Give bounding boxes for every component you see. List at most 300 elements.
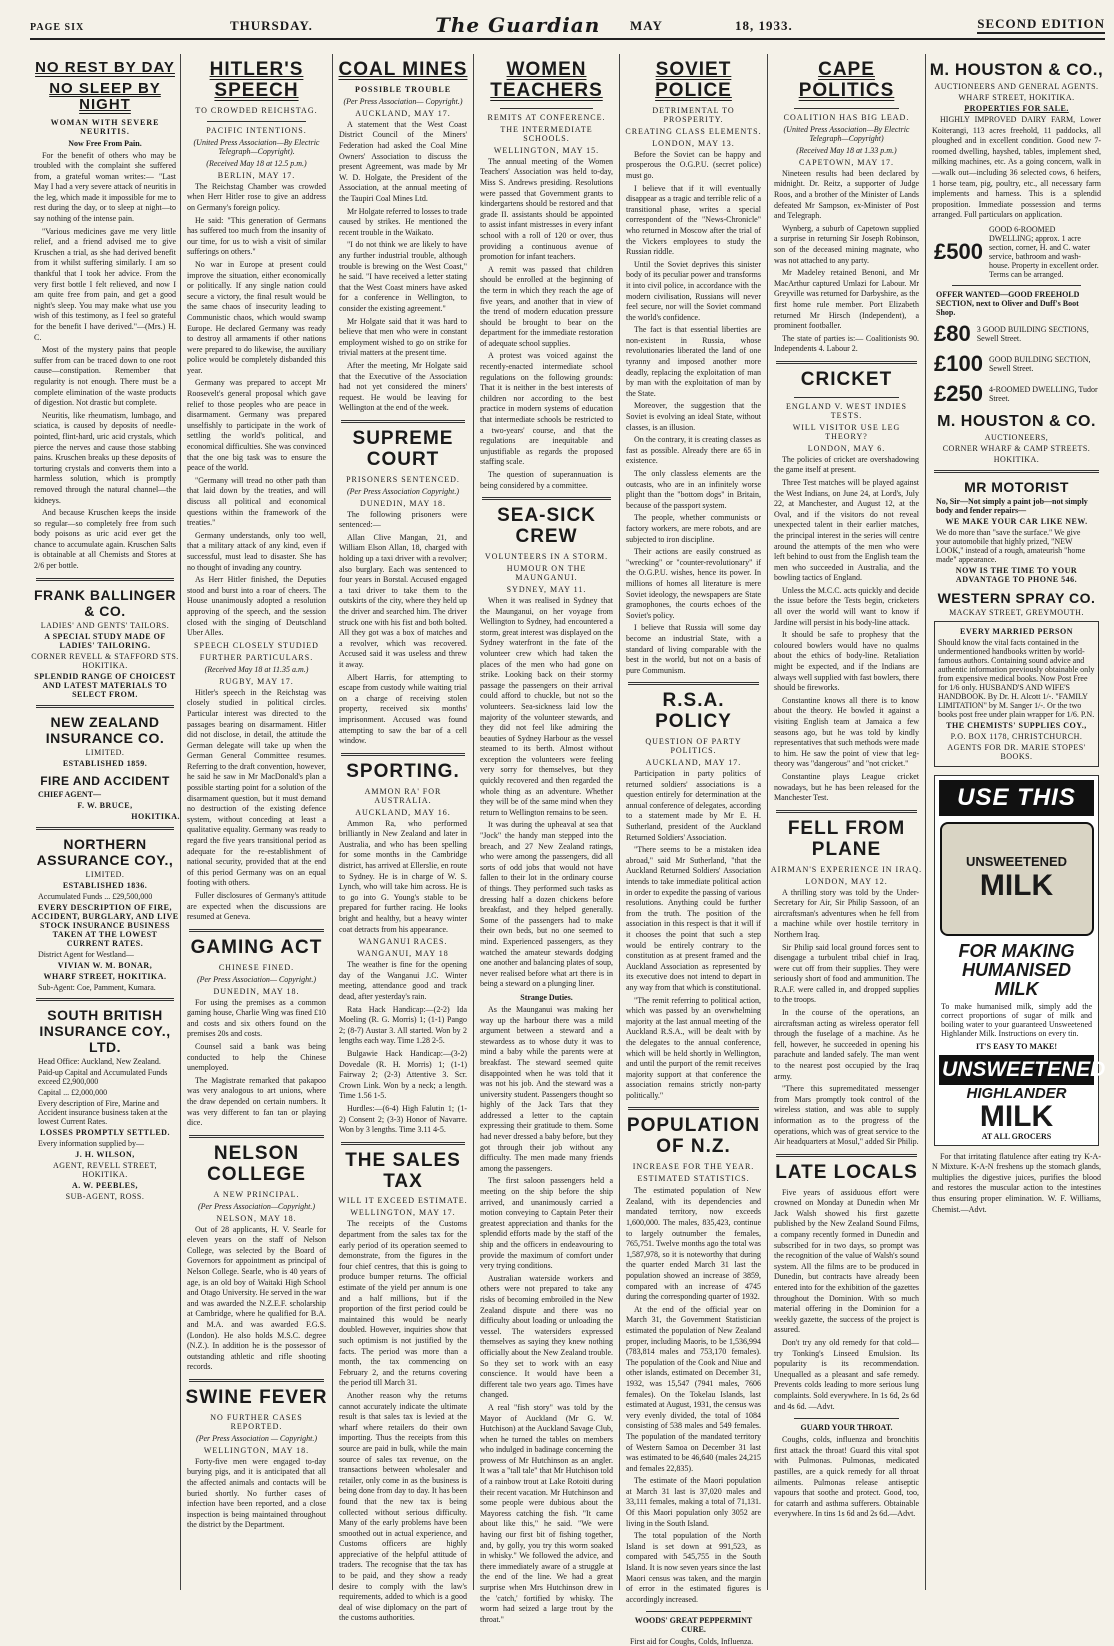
- dateline: LONDON, MAY 13.: [652, 138, 735, 148]
- subheadline: WANGANUI RACES.: [358, 937, 448, 947]
- article-body: [187, 1225, 326, 1373]
- dateline: WANGANUI, MAY 18: [357, 949, 449, 959]
- paragraph: Unless the M.C.C. acts quickly and decide the issue before the Tests begin, cricketers all over the world will want to know if Jardine will persist in his body-line attack.: [774, 585, 919, 627]
- ad-line: Head Office: Auckland, New Zealand.: [38, 1056, 161, 1066]
- column-4: [476, 54, 617, 1624]
- price-listing: [934, 321, 1099, 347]
- paragraph: Before the Soviet can be happy and prosperous the O.G.P.U. (secret police) must go.: [626, 149, 761, 180]
- subheadline: TO CROWDED REICHSTAG.: [195, 105, 318, 115]
- ad-line: HOKITIKA.: [131, 811, 180, 821]
- paragraph: The annual meeting of the Women Teachers' Association was held to-day, Miss S. Andrews presiding. Resolutions were passed that Government grants to kindergartens should be restored and that grade II. assistants should be appointed to assist infant mistresses in every infant school with a roll of 120 or over, thus providing a continuous avenue of promotion for infant teachers.: [480, 156, 613, 262]
- ad-line: WE MAKE YOUR CAR LIKE NEW.: [945, 516, 1088, 526]
- ad-line: LIMITED.: [85, 747, 125, 757]
- price-description: GOOD 6-ROOMED DWELLING; approx. 1 acre section, corner, H. and C. water service, bathroom and wash-house. Property in excellent order. Terms can be arranged.: [988, 224, 1099, 279]
- headline-coal-mines: COAL MINES: [338, 59, 468, 80]
- article-body: [626, 1186, 761, 1605]
- article-body: [480, 157, 613, 491]
- masthead-month: MAY: [630, 18, 663, 33]
- ad-line: ESTABLISHED 1859.: [62, 758, 148, 768]
- headline-sea-sick-crew: SEA-SICK CREW: [497, 505, 596, 548]
- ad-line: CORNER REVELL & STAFFORD STS. HOKITIKA.: [31, 651, 179, 670]
- divider: [776, 810, 917, 813]
- price: £250: [934, 380, 983, 406]
- paragraph: No war in Europe at present could improve the situation, either economically or politically. If any single nation could secure a victory, the final result would be the same chaos of insecurity leading to Communistic chaos, which would swamp Europe. He declared Germany was ready to destroy all armaments if other nations were prepared to do likewise, the auxiliary police would be completely disbanded this year.: [187, 259, 326, 375]
- divider: [36, 705, 174, 708]
- price: £500: [934, 238, 983, 264]
- headline-no-sleep: NO SLEEP BY NIGHT: [49, 79, 161, 113]
- ad-line: A. W. PEEBLES,: [72, 1180, 138, 1190]
- article-body: [339, 960, 467, 1136]
- article-body: [339, 819, 467, 936]
- dateline: SYDNEY, MAY 11.: [506, 584, 587, 594]
- column-6: [770, 54, 923, 1590]
- price: £100: [934, 350, 983, 376]
- paragraph: Albert Harris, for attempting to escape from custody while waiting trial on a charge of receiving stolen property, received six months' imprisonment. Accused was found attempting to saw the bar of a cell window.: [339, 672, 467, 746]
- paragraph: Ammon Ra, who performed brilliantly in New Zealand and later in Australia, and who has been spelling for some months in the Cambridge district, has arrived at Ellerslie, en route to Sydney. He is in charge of W. S. Lynch, who will take him across. He is to go into G. Young's stable to be prepared for further racing. He looks bright and healthy, but a heavy winter coat detracts from his appearance.: [339, 818, 467, 934]
- dateline: WELLINGTON, MAY 15.: [493, 145, 600, 155]
- ad-line: FIRE AND ACCIDENT: [40, 773, 170, 788]
- married-person-ad: [934, 621, 1099, 767]
- dateline: WELLINGTON, MAY 17.: [350, 1208, 456, 1218]
- paragraph: Another reason why the returns cannot accurately indicate the ultimate result is that sales tax is levied at the wharf where retailers do their own importing. Thus the receipts from this source are paid in bulk, while the main source of sales tax revenue, on the transactions between wholesaler and retailer, only come in as the business is being done from day to day. It has been found that the new tax is being collected without serious difficulty. Many of the early problems have been smoothed out in actual experience, and Customs officers are highly appreciative of the helpful attitude of traders. The recognise that the tax has to be paid, and they show a ready desire to comply with the law's requirements, added to which is a good deal of wise diplomacy on the part of the customs authorities.: [339, 1390, 467, 1623]
- subheadline: AMMON RA' FOR AUSTRALIA.: [364, 786, 442, 805]
- ad-line: HIGHLANDER: [966, 1084, 1067, 1102]
- subheadline: CHINESE FINED.: [218, 962, 295, 972]
- subheadline: WILL IT EXCEED ESTIMATE.: [338, 1196, 468, 1206]
- paragraph: Fuller disclosures of Germany's attitude are expected when the discussions are resumed at Geneva.: [187, 891, 326, 922]
- paragraph: Most of the mystery pains that people suffer from can be traced down to one root cause—constipation. Remember that regularity is not enough. There must be a complete elimination of the waste products of digestion. Not drastic but complete.: [34, 345, 176, 408]
- divider: [36, 998, 174, 1001]
- article-body: [480, 1005, 613, 1625]
- paragraph: Participation in party politics of returned soldiers' associations is a question entirely for determination at the annual conference of delegates, according to a statement made by Mr E. H. Sutherland, president of the Auckland Returned Soldiers' Association.: [626, 769, 761, 842]
- dateline: AUCKLAND, MAY 17.: [355, 108, 451, 118]
- article-body: [480, 596, 613, 990]
- ad-line: EVERY DESCRIPTION OF FIRE, ACCIDENT, BURGLARY, AND LIVE STOCK INSURANCE BUSINESS TAKEN AT THE LOWEST CURRENT RATES.: [31, 902, 179, 948]
- byline: (United Press Association—By Electric Telegraph—Copyright).: [193, 137, 320, 156]
- paragraph: Germany understands, only too well, that a military attack of any kind, even if successful, must lead to disaster. She has no thought of invading any country.: [187, 530, 326, 572]
- dateline: LONDON, MAY 6.: [807, 443, 886, 453]
- article-body: [339, 1219, 467, 1624]
- paragraph: Counsel said a bank was being conducted to help the Chinese unemployed.: [187, 1042, 326, 1073]
- paragraph: Until the Soviet deprives this sinister body of its peculiar power and transforms it into civil police, in accordance with the modern civilisation, Russians will never feel secure, nor will the Soviet command the world's confidence.: [626, 259, 761, 322]
- ad-line: Every description of Fire, Marine and Accident insurance business taken at the lowest Current Rates.: [38, 1098, 168, 1126]
- ad-line: UNSWEETENED: [939, 1055, 1094, 1085]
- subheadline: REMITS AT CONFERENCE.: [487, 112, 606, 122]
- ad-line: LIMITED.: [85, 869, 125, 879]
- paragraph: A remit was passed that children should be enrolled at the beginning of the term in which they reach the age of five years, and another that in view of the trend of modern education pressure should be brought to bear on the department for the immediate restoration of adequate school supplies.: [480, 264, 613, 348]
- divider: [500, 108, 593, 109]
- paragraph: Forty-five men were engaged to-day burying pigs, and it is anticipated that all the affected animals and contacts will be buried shortly. No further cases of infection have been reported, and a close inspection is being maintained throughout the district by the Department.: [187, 1456, 326, 1530]
- ad-line: We do more than "save the surface." We give your automobile that highly prized, "NEW LOOK," instead of a rough, amateurish "home made" appearance.: [936, 527, 1086, 564]
- ad-body: [932, 115, 1101, 221]
- price-listing: [934, 381, 1099, 407]
- newspaper-title: The Guardian: [435, 13, 601, 37]
- ad-line: J. H. WILSON,: [75, 1149, 135, 1159]
- subheadline: WOMAN WITH SEVERE NEURITIS.: [50, 117, 160, 136]
- dateline: DUNEDIN, MAY 18.: [359, 498, 447, 508]
- ad-line: VIVIAN W. M. BONAR,: [57, 960, 153, 970]
- divider: [189, 1379, 324, 1382]
- headline-population: POPULATION OF N.Z.: [626, 1115, 761, 1158]
- paragraph: Sir Philip said local ground forces sent to disengage a turbulent tribal chief in Iraq, were cut off from their supplies. They were seriously short of food and ammunition. The R.A.F. were called in, and dropped supplies to the troops.: [774, 942, 919, 1005]
- subheadline: ESTIMATED STATISTICS.: [637, 1174, 750, 1184]
- milk-headline: FOR MAKING HUMANISED MILK: [958, 940, 1075, 999]
- headline-soviet-police: SOVIET POLICE: [655, 59, 732, 101]
- paragraph: The fact is that essential liberties are non-existent in Russia, whose revolutionaries liberated the land of one tyranny and imposed another more deadly, replacing the exploitation of man by man with the exploitation of man by the State.: [626, 325, 761, 398]
- column-2: [183, 54, 330, 1590]
- paragraph: The question of superannuation is being considered by a committee.: [480, 470, 613, 490]
- column-3: [335, 54, 471, 1623]
- dateline: LONDON, MAY 12.: [805, 876, 888, 886]
- paragraph: Hitler's speech in the Reichstag was closely studied in political circles. Particular interest was directed to the passages bearing on disarmament. Hitler did not disclose, in detail, the attitude the German delegate will take up when the German General Committee resumes. Referring to the draft convention, however, he said he saw in Mr MacDonald's plan a possible starting point for a solution of the disarmament question, but it must demand no destruction of the existing defence system, without conceding at least a qualitative equality. Germany was ready to regard the five years transitional period as adequate for the re-establishment of national security, provided that at the end of this period Germany was on an equal footing with others.: [187, 687, 326, 888]
- ad-line: OFFER WANTED—GOOD FREEHOLD SECTION, next to Oliver and Duff's Boot Shop.: [936, 289, 1080, 317]
- ad-line: Paid-up Capital and Accumulated Funds exceed £2,900,000: [38, 1067, 168, 1086]
- subheadline: CREATING CLASS ELEMENTS.: [625, 126, 762, 136]
- masthead-date: 18, 1933.: [735, 18, 793, 33]
- divider: [207, 121, 306, 122]
- ad-line: LOSSES PROMPTLY SETTLED.: [40, 1127, 170, 1137]
- price-description: GOOD BUILDING SECTION, Sewell Street.: [988, 354, 1091, 373]
- ad-line: AGENT, REVELL STREET, HOKITIKA.: [52, 1160, 158, 1179]
- headline-fell-from-plane: FELL FROM PLANE: [787, 817, 906, 860]
- divider: [776, 1154, 917, 1157]
- column-rule: [180, 54, 181, 1590]
- can-label: MILK: [979, 869, 1054, 903]
- divider: [794, 1418, 899, 1419]
- ad-line: Accumulated Funds ... £29,500,000: [38, 891, 153, 901]
- ad-line: F. W. BRUCE,: [77, 800, 133, 810]
- dateline: NELSON, MAY 18.: [216, 1213, 297, 1223]
- ad-line: Capital ... £2,000,000: [38, 1087, 108, 1097]
- paragraph: Their actions are easily construed as "wrecking" or "counter-revolutionary" if the O.G.P.U. wishes, hence its power. In millions of homes all literature is mere Soviet ideology, the newspapers are State gramophones, the courts echoes of the Soviet's policy.: [626, 547, 761, 620]
- paragraph: The only classless elements are the outcasts, who are in an infinitely worse plight than the "bottom dogs" in Britain, because of the passport system.: [626, 469, 761, 510]
- paragraph: A statement that the West Coast District Council of the Miners' Federation had asked the Coal Mine Owners' Association to discuss the present Agreement, was made by Mr W. D. Holgate, the President of the Association, at the annual meeting of the Taupiri Coal Mines Ltd.: [339, 119, 467, 204]
- divider: [952, 285, 1081, 286]
- ad-line: SUB-AGENT, ROSS.: [65, 1191, 145, 1201]
- paragraph: As Herr Hitler finished, the Deputies stood and burst into a roar of cheers. The House unanimously adopted a resolution approving of the speech, and the session closed with the singing of Deutschland Uber Alles.: [187, 575, 326, 638]
- headline-women-teachers: WOMEN TEACHERS: [490, 59, 603, 101]
- ad-title-western-spray: WESTERN SPRAY CO.: [937, 589, 1096, 606]
- paragraph: As the Maunganui was making her way up the harbour there was a mild argument between a steward and a stewardess as to whose duty it was to mind a baby while the parents were at breakfast. The steward seemed quite disappointed when he was told that it was not his job. And the steward was a university student. Passengers thought so highly of the Jack Tars that they addressed a letter to the captain expressing their gratitude to them. Some had never dressed a baby before, but they got through their job without any difficulty. The men made many friends among the passengers.: [480, 1004, 613, 1173]
- paragraph: He said: "This generation of Germans has suffered too much from the insanity of our time, for us to wish a visit of similar sufferings on others.": [187, 215, 326, 257]
- price: £80: [934, 320, 971, 346]
- ad-line: LADIES' AND GENTS' TAILORS.: [40, 620, 170, 630]
- article-body: [339, 510, 467, 747]
- headline-rsa-policy: R.S.A. POLICY: [655, 690, 732, 733]
- ad-title-woods: WOODS' GREAT PEPPERMINT CURE.: [634, 1616, 753, 1635]
- byline: (United Press Association—By Electric Telegraph—Copyright): [783, 124, 910, 143]
- ad-line: Every information supplied by—: [38, 1138, 144, 1148]
- headline-cricket: CRICKET: [800, 368, 893, 390]
- article-body: [774, 1188, 919, 1412]
- subheadline: PACIFIC INTENTIONS.: [206, 125, 307, 135]
- divider: [934, 470, 1099, 473]
- paragraph: "There this supremeditated messenger from Mars promptly took control of the wireless station, and was able to supply information as to the progress of the operations, which was of great service to the Air headquarters at Mosul," added Sir Philip.: [774, 1084, 919, 1147]
- ad-line: IT'S EASY TO MAKE!: [976, 1041, 1057, 1051]
- article-body: [626, 769, 761, 1101]
- ad-line: District Agent for Westland—: [38, 949, 134, 959]
- subheadline: PRISONERS SENTENCED.: [346, 474, 460, 484]
- divider: [36, 827, 174, 830]
- column-7: [928, 54, 1105, 1590]
- paragraph: The receipts of the Customs department from the sales tax for the early period of its operation seemed to demonstrate, from the figures in the four chief centres, that this is going to produce bumper returns. The official estimate of the yield per annum is one and a half millions, but if the proportion of the first period could be maintained this would be nearly doubled. However, inquiries show that such optimism is not justified by the facts. The period was more than a month, the tax commencing on February 2, and the returns covering the period till March 31.: [339, 1219, 467, 1388]
- subheadline: WILL VISITOR USE LEG THEORY?: [792, 422, 901, 441]
- price-description: 4-ROOMED DWELLING, Tudor Street.: [988, 384, 1098, 403]
- paragraph: It should be safe to prophesy that the coloured bowlers would have no qualms about the ethics of body-line. Retaliation might be expected, and if the Indians are always well supplied with fast bowlers, there should be fireworks.: [774, 630, 919, 693]
- ad-line: P.O. BOX 1178, CHRISTCHURCH.: [950, 731, 1083, 741]
- paragraph: In the course of the operations, an aircraftsman acting as wireless operator fell through the fuselage of a machine. As he fell, however, he succeeded in opening his parachute and landed safely. The man went to the nearest post occupied by the Iraq army.: [774, 1008, 919, 1081]
- ad-body: Should know the vital facts contained in the undermentioned handbooks written by world-famous authors. Containing sound advice and authentic information previously obtainable only from expensive medical books. Now Post Free for 1/6 only. HUSBAND'S AND WIFE'S HANDBOOK. By Dr. H. Alcott 1/-. "FAMILY LIMITATION" by M. Sanger 1/-. Or the two books post free under plain wrapper for 1/6. P.N.: [938, 637, 1095, 719]
- paragraph: Allan Clive Mangan, 21, and William Elson Allan, 18, charged with holding up a taxi driver with a revolver; also burglary. Each was sentenced to four years in Borstal. Accused engaged a taxi driver to take them to the outskirts of the city, where they held up the driver and searched him. The driver struck one with his fist and both bolted. All they got was a box of matches and a revolver, which was recovered. Accused said it was useless and threw it away.: [339, 532, 467, 670]
- paragraph: The estimate of the Maori population at March 31 last is 37,020 males and 33,111 females, making a total of 71,131. Of this Maori population only 3052 are living in the South Island.: [626, 1476, 761, 1528]
- ad-line: PROPERTIES FOR SALE.: [964, 104, 1069, 113]
- subheadline: FURTHER PARTICULARS.: [199, 652, 314, 662]
- paragraph: Moreover, the suggestion that the Soviet is evolving an ideal State, without classes, is an illusion.: [626, 401, 761, 432]
- headline-nelson-college: NELSON COLLEGE: [207, 1142, 306, 1185]
- dateline: WELLINGTON, MAY 18.: [203, 1445, 310, 1455]
- paragraph: Germany was prepared to accept Mr Roosevelt's general proposal which gave relief to those peoples who are peace in disarmament. Germany was prepared unselfishly to participate in the work of settling the world's political, and economical difficulties. She was convinced that the one big task was to ensure the peace of the world.: [187, 378, 326, 473]
- ad-line: THE CHEMISTS' SUPPLIES COY.,: [946, 720, 1087, 730]
- divider: [341, 420, 465, 423]
- column-rule: [619, 54, 620, 1590]
- dateline: DUNEDIN, MAY 18.: [213, 986, 300, 996]
- paragraph: The weather is fine for the opening day of the Wanganui J.C. Winter meeting, attendance good and track dead, after yesterday's rain.: [339, 960, 467, 1001]
- paragraph: Bulgawie Hack Handicap:—(3-2) Dovedale (R. H. Morris) 1; (1-1) Fairway 2; (2-3) Attentive 3. Scr. Crown Link. Won by a neck; a length. Time 1.56 1-5.: [339, 1048, 467, 1101]
- paragraph: Out of 28 applicants, H. V. Searle for eleven years on the staff of Nelson College, was selected by the Board of Governors for appointment as principal of Nelson College. Searle, who is 40 years of age, is an old boy of Waitaki High School and Otago University. He served in the war and was awarded the N.Z.E.F. scholarship at Cambridge, where he qualified for B.A. and M.A. and was awarded F.G.S. (London). He also holds M.S.C. degree (N.Z.). In addition he is the possessor of outstanding athletic and rifle shooting records.: [187, 1224, 326, 1372]
- paragraph: After the meeting, Mr Holgate said that the Executive of the Association had not yet considered the miners' request. He would be leaving for Wellington at the end of the week.: [339, 360, 467, 413]
- masthead-rule: [30, 38, 1105, 40]
- paragraph: The state of parties is:— Coalitionists 90. Independents 4. Labour 2.: [774, 333, 919, 354]
- ad-line: No, Sir—Not simply a paint job—not simply body and fender repairs—: [936, 496, 1088, 515]
- subheadline: DETRIMENTAL TO PROSPERITY.: [652, 105, 735, 124]
- article-body: [774, 455, 919, 804]
- divider: [189, 929, 324, 932]
- milk-can-illustration: [940, 822, 1094, 936]
- paragraph: Hurdles:—(6-4) High Falutin 1; (1-2) Consent 2; (3-3) Honor of Navarre. Won by 3 lengths. Time 3.11 4-5.: [339, 1103, 467, 1135]
- subheadline: HUMOUR ON THE MAUNGANUI.: [506, 563, 587, 582]
- paragraph: Coughs, colds, influenza and bronchitis first attack the throat! Guard this vital spot with Pulmonas. Pulmonas, medicated pastilles, are a quick remedy for all throat ailments. Pulmonas release antiseptic vapours that soothe and protect. Good, too, for catarrh and asthma sufferers. Obtainable everywhere. In tins 1s 6d and 2s 6d.—Advt.: [774, 1435, 919, 1519]
- subheadline: Now Free From Pain.: [68, 138, 142, 148]
- paragraph: A protest was voiced against the recently-enacted intermediate school regulations on the following grounds: That it is neither in the best interests of children nor according to the best practice in modern systems of education that intermediate schools be restricted to a two-years' course, and that the regulations are inequitable and unjustifiable as regards the proposed staffing scale.: [480, 351, 613, 467]
- paragraph: The first saloon passengers held a meeting on the ship before the ship arrived, and unanimously carried a motion conveying to Captain Peter their greatest appreciation and thanks for the splendid efforts made by the staff of the ship and the officers in endeavouring to provide the maximum of comfort under very trying conditions.: [480, 1176, 613, 1271]
- divider: [36, 578, 174, 581]
- headline-gaming-act: GAMING ACT: [190, 936, 323, 958]
- article-body: [626, 150, 761, 677]
- headline-no-rest: NO REST BY DAY: [35, 59, 175, 76]
- paragraph: For using the premises as a common gaming house, Charlie Wing was fined £10 and costs and six others found on the premises 20s and costs.: [187, 997, 326, 1039]
- ad-title-houston: M. HOUSTON & CO.,: [929, 60, 1104, 79]
- paragraph: Mr Holgate referred to losses to trade caused by strikes. He mentioned the recent trouble in the Waikato.: [339, 206, 467, 237]
- ad-line: HOKITIKA.: [993, 454, 1040, 464]
- paragraph: "Germany will tread no other path than that laid down by the treaties, and will discuss all political and economical questions within the framework of the treaties.": [187, 475, 326, 528]
- dateline: BERLIN, MAY 17.: [217, 170, 296, 180]
- paragraph: Neuritis, like rheumatism, lumbago, and sciatica, is caused by deposits of needle-pointed, flint-hard, uric acid crystals, which pierce the nerves and cause those stabbing pains. Kruschen breaks up these deposits of torturing crystals and converts them into a harmless solution, which is promptly removed through the natural channel—the kidneys.: [34, 410, 176, 505]
- paragraph: "There seems to be a mistaken idea abroad," said Mr Sutherland, "that the Auckland Returned Soldiers' Association intends to take immediate political action in order to expedite the passing of various resolutions. Anything could be further from the truth. The position of the association in this respect is that it will if it chooses the point that such a step would be entirely contrary to the constitution as at present framed and the Auckland Association as represented by its executive does not intend to depart in any way from that which is constitutional.: [626, 845, 761, 992]
- divider: [776, 361, 917, 364]
- paragraph: The Magistrate remarked that pakapoo was very analogous to art unions, where the draw depended on certain numbers. It was very different to fan tan or playing dice.: [187, 1075, 326, 1128]
- paragraph: Mr Madeley retained Benoni, and Mr MacArthur captured Umlazi for Labour. Mr Greyville was returned for Darbyshire, as the first home rule member. Port Elizabeth returned Mr Hirsch (Independent), a prominent footballer.: [774, 268, 919, 331]
- paragraph: A thrilling story was told by the Under-Secretary for Air, Sir Philip Sassoon, of an aircraftsman's adventures when he fell from a machine while over hostile territory in Northern Iraq.: [774, 887, 919, 939]
- dateline: RUGBY, MAY 17.: [219, 676, 294, 686]
- can-label: UNSWEETENED: [965, 854, 1068, 870]
- paragraph: A real "fish story" was told by the Mayor of Auckland (Mr G. W. Hutchison) at the Auckland Savage Club, when he turned the tables on members who indulged in badinage concerning the prowess of Mr Hutchinson as an angler. It was a "tall tale" that Mr Hutchison told of a rainbow trout at Lake Rotoiti during their recent vacation. Mr Hutchinson and some people were dubious about the Mayoress catching the fish. "It came about like this," he said. "We were having our first bit of fishing together, and, by golly, you try this worm soaked in whisky." We followed the advice, and there immediately aware of a struggle at the end of the line. We had a great surprise when Mrs Hutchinson drew in the 'catch,' fortified by whisky. The worm had seized a large trout by the throat.": [480, 1402, 613, 1624]
- paragraph: "I do not think we are likely to have any further industrial trouble, although trouble is brewing on the West Coast," he said. "I have received a letter stating that the West Coast miners have asked for a conference in Wellington, to consider the existing agreement.": [339, 240, 467, 313]
- divider: [341, 753, 465, 756]
- price-description: 3 GOOD BUILDING SECTIONS, Sewell Street.: [976, 324, 1089, 343]
- ad-line: AUCTIONEERS AND GENERAL AGENTS.: [934, 82, 1099, 91]
- ad-line: AT ALL GROCERS: [981, 1131, 1052, 1141]
- byline: (Per Press Association — Copyright.): [195, 1433, 318, 1443]
- byline: (Per Press Association— Copyright.): [343, 96, 463, 106]
- article-body: [774, 888, 919, 1148]
- dateline: AUCKLAND, MAY 16.: [355, 807, 451, 817]
- headline-hitler: HITLER'S SPEECH: [209, 59, 304, 101]
- paragraph: Wynberg, a suburb of Capetown supplied a surprise in returning Sir Joseph Robinson, son of the deceased mining magnate, who was not attached to any party.: [774, 223, 919, 265]
- ad-line: AGENTS FOR DR. MARIE STOPES' BOOKS.: [947, 742, 1086, 761]
- ad-line: A SPECIAL STUDY MADE OF LADIES' TAILORING.: [44, 631, 166, 650]
- ad-title-motorist: MR MOTORIST: [964, 478, 1069, 495]
- subheadline: THE INTERMEDIATE SCHOOLS.: [500, 124, 593, 143]
- price-listing: [934, 225, 1099, 279]
- ad-line: SPLENDID RANGE OF CHOICEST AND LATEST MATERIALS TO SELECT FROM.: [34, 671, 176, 699]
- ad-line: WHARF STREET, HOKITIKA.: [958, 93, 1075, 102]
- ad-line: First aid for Coughs, Colds, Influenza.: [630, 1637, 754, 1646]
- paragraph: Constantine knows all there is to know about the theory. He bowled it against a visiting English team at Jamaica a few seasons ago, but he was told by kindly representatives that such methods were made to him. He saw the point of view that leg-theory was "dangerous" and "not cricket.": [774, 695, 919, 769]
- article-body: [774, 1435, 919, 1520]
- article-body: [187, 688, 326, 923]
- ad-title-northern: NORTHERN ASSURANCE COY.,: [36, 835, 174, 868]
- divider: [794, 108, 899, 109]
- dateline: CAPETOWN, MAY 17.: [799, 157, 894, 167]
- article-body: [339, 120, 467, 414]
- divider: [628, 1107, 759, 1110]
- ad-line: AUCTIONEERS,: [984, 432, 1049, 442]
- paragraph: It was during the upheaval at sea that "Jock" the handy man stepped into the breach, and 27 New Zealand ratings, who were among the passengers, did all sorts of odd jobs that would not have fallen to their lot in the ordinary course of things. They performed such tasks as dressing half a dozen chickens before breakfast, and they helped generally. Some of the passengers had to make their own beds, but no one seemed to mind. Experienced passengers, as they watched the amateur stewards dodging one another and balancing plates of soup, never realised before what art there is in being a steward on a plunging liner.: [480, 820, 613, 989]
- divider: [628, 682, 759, 685]
- dateline: AUCKLAND, MAY 17.: [645, 758, 742, 768]
- edition-label: SECOND EDITION: [977, 16, 1105, 34]
- milk-advertisement: [934, 775, 1106, 1146]
- price-listing: [934, 351, 1099, 377]
- paragraph: When it was realised in Sydney that the Maunganui, on her voyage from Wellington to Sydney, had encountered a storm, great interest was displayed on the Sydney waterfront in the fate of the volunteer crew which had taken the places of the men who had gone on strike. Looking back on their stormy passage the passengers on their arrival could afford to chuckle, but not so the volunteers. Sea-sickness laid low the majority of the volunteer stewards, and they did not feel like admiring the beauties of Sydney Harbour as the vessel steamed to its berth. Almost without exception the volunteers were feeling very sorry for themselves, but they quickly recovered and then regarded the whole thing as an adventure. Whether they will be of the same mind when they return to Wellington remains to be seen.: [480, 595, 613, 817]
- paragraph: Mr Holgate said that it was hard to believe that men who were in constant employment wished to go on strike for trivial matters at the present time.: [339, 316, 467, 358]
- subheadline: AIRMAN'S EXPERIENCE IN IRAQ.: [770, 864, 923, 874]
- subheadline: A NEW PRINCIPAL.: [213, 1189, 300, 1199]
- ad-line: MILK: [979, 1099, 1054, 1133]
- received-line: (Received May 18 at 12.5 p.m.): [206, 158, 307, 168]
- headline-supreme-court: SUPREME COURT: [352, 427, 454, 470]
- article-body: [187, 1457, 326, 1531]
- masthead-day: THURSDAY.: [230, 18, 313, 33]
- subheadline: INCREASE FOR THE YEAR.: [632, 1162, 755, 1172]
- divider: [189, 1135, 324, 1138]
- column-5: [622, 54, 765, 1646]
- divider: [341, 1142, 465, 1145]
- paragraph: Five years of assiduous effort were crowned on Monday at Dunedin when Mr Jack Walsh showed his first gazette published by the New Zealand Sound Films, a company recently formed in Dunedin and subscribed for in two days, so prompt was the recognition of the value of Walsh's sound system. All the films are to be produced in Dunedin, but contracts have already been entered into for the exhibition of the gazettes throughout the Dominion. With so much material offering in the Dominion for a weekly gazette, the success of the project is assured.: [774, 1187, 919, 1335]
- subheadline: ENGLAND V. WEST INDIES TESTS.: [786, 401, 907, 420]
- subheadline: NO FURTHER CASES REPORTED.: [210, 1412, 303, 1431]
- ad-body: [932, 1152, 1101, 1216]
- use-this-banner: USE THIS: [939, 780, 1094, 816]
- headline-cape-politics: CAPE POLITICS: [798, 59, 895, 101]
- subheadline: POSSIBLE TROUBLE: [354, 84, 452, 94]
- headline-swine-fever: SWINE FEVER: [185, 1386, 328, 1408]
- article-body: [34, 151, 176, 572]
- ad-line: NOW IS THE TIME TO YOUR ADVANTAGE TO PHONE 546.: [955, 565, 1078, 584]
- headline-late-locals: LATE LOCALS: [775, 1161, 918, 1183]
- paragraph: The people, whether communists or factory workers, are mere robots, and are subjected to iron discipline.: [626, 513, 761, 544]
- divider: [794, 397, 899, 398]
- paragraph: The estimated population of New Zealand, with its dependencies and mandated territory, now exceeds 1,600,000. The males, 835,423, continue to largely outnumber the females, 765,751. Twelve months ago the total was 1,587,978, so it is noteworthy that during the quarter ended March 31 last the population showed an increase of 3859, compared with an increase of 4745 during the corresponding quarter of 1932.: [626, 1186, 761, 1302]
- ad-body: To make humanised milk, simply add the correct proportions of sugar of milk and boiling water to your guaranteed Unsweetened Highlander Milk. Instructions on every tin.: [941, 1001, 1092, 1038]
- ad-line: WHARF STREET, HOKITIKA.: [43, 971, 167, 981]
- paragraph: On the contrary, it is creating classes as fast as possible. Already there are 65 in existence.: [626, 435, 761, 466]
- paragraph: And because Kruschen keeps the inside so regular—so completely free from such body poisons as uric acid ever get the chance to accumulate again. Kruschen Salts is obtainable at all Chemists and Stores at 2/6 per bottle.: [34, 508, 176, 571]
- paragraph: Three Test matches will be played against the West Indians, on June 24, at Lord's, July 22, at Manchester, and August 12, at the Oval, and if the visitors do not reveal unexpected talent in their earlier matches, the principal interest in the series will centre around the attempts of the men who were left behind to oust from the English team the men who succeeded in Australia, and the bowling tactics of England.: [774, 477, 919, 583]
- headline-sales-tax: THE SALES TAX: [345, 1149, 461, 1192]
- paragraph: HIGHLY IMPROVED DAIRY FARM, Lower Koiterangi, 113 acres freehold, 11 paddocks, all ploughed and in excellent condition. Good new 7-roomed dwelling, hayshed, tables, implement shed, milking machines, etc. As a going concern, walk in—walk out—including 36 selected cows, 6 heifers, 1 horse team, pig, poultry, etc., all necessary farm implements and harness. This is a splendid proposition. Immediate possession and terms arranged. Full particulars on application.: [932, 115, 1101, 220]
- paragraph: Australian waterside workers and others were not prepared to take any risks of becoming embroiled in the New Zealand dispute and there was no difficulty about loading or unloading the vessel. The watersiders expressed themselves as saying they knew nothing officially about the New Zealand trouble. So they set to work with an easy conscience. It would have been a different tale two years ago. Times have changed.: [480, 1273, 613, 1400]
- ad-title-married: EVERY MARRIED PERSON: [960, 626, 1073, 636]
- ad-line: Sub-Agent: Coe, Pamment, Kumara.: [38, 982, 156, 992]
- paragraph: Nineteen results had been declared by midnight. Dr. Reitz, a supporter of Judge Roos, and a brother of the Minister of Lands defeated Mr Sampson, ex-Minister of Post and Telegraph.: [774, 168, 919, 221]
- paragraph: "Various medicines gave me very little relief, and a friend advised me to give Kruschen a trial, as she had derived benefit from it whilst suffering similarly. I am so thankful that I took her advice. From the very first bottle I felt relieved, and now I am quite free from pain, and get a good night's sleep. You may make what use you wish of this testimony, as I feel so grateful for the benefit I have derived."—(Mrs.) H. C.: [34, 226, 176, 342]
- article-body: [187, 182, 326, 639]
- subheadline: SPEECH CLOSELY STUDIED: [194, 640, 319, 650]
- ad-line: CHIEF AGENT—: [38, 789, 102, 799]
- column-rule: [332, 54, 333, 1590]
- ad-title-ballinger: FRANK BALLINGER & CO.: [33, 586, 177, 619]
- article-body: [187, 998, 326, 1129]
- column-rule: [767, 54, 768, 1590]
- received-line: (Received May 18 at 1.33 p.m.): [796, 145, 897, 155]
- column-rule: [473, 54, 474, 1590]
- subheadline: QUESTION OF PARTY POLITICS.: [645, 737, 742, 756]
- subheadline: COALITION HAS BIG LEAD.: [783, 112, 910, 122]
- page-number: PAGE SIX: [30, 22, 85, 33]
- paragraph: Constantine plays League cricket nowadays, but he has been released for the Manchester Test.: [774, 771, 919, 803]
- subheadline: VOLUNTEERS IN A STORM.: [484, 551, 609, 561]
- ad-title-nz-insurance: NEW ZEALAND INSURANCE CO.: [45, 713, 165, 746]
- column-1: [30, 54, 180, 1590]
- paragraph: I believe that Russia will some day become an industrial State, with a standard of living comparable with the best in the world, but not on a basis of pure Communism.: [626, 623, 761, 675]
- received-line: (Received May 18 at 11.35 a.m.): [204, 664, 309, 674]
- headline-guard-throat: GUARD YOUR THROAT.: [800, 1423, 893, 1433]
- article-body: [774, 169, 919, 355]
- byline: (Per Press Association Copyright.): [347, 486, 459, 496]
- paragraph: The total population of the North Island is set down at 991,523, as compared with 545,755 in the South Island. It is now seven years since the last Maori census was taken, and the margin of error in the estimated figures is accordingly increased.: [626, 1531, 761, 1604]
- paragraph: For that irritating flatulence after eating try K-A-N Mixture. K-A-N freshens up the stomach glands, multiplies the digestive juices, purifies the blood and restores the muscular action to the intestines thus ensuring proper elimination. W. F. Williams, Chemist.—Advt.: [932, 1151, 1101, 1214]
- ad-title-houston-2: M. HOUSTON & CO.: [937, 412, 1096, 430]
- paragraph: For the benefit of others who may be troubled with the complaint she suffered from, a grateful woman writes:— "Last May I had a very severe attack of neuritis in the leg, which made it impossible for me to rest during the day, or to sleep at night—to say nothing of the intense pain.: [34, 150, 176, 224]
- paragraph: Don't try any old remedy for that cold—try Tonking's Linseed Emulsion. Its popularity is its recommendation. Unequalled as a pleasant and safe remedy. Prevents colds leading to more serious lung complaints. Sold everywhere. In 1s 6d, 2s 6d and 4s 6d. —Advt.: [774, 1338, 919, 1411]
- divider: [646, 1611, 741, 1612]
- paragraph: I believe that if it will eventually disappear as a tragic and terrible relic of a transitional phase, writes a special correspondent of the "News-Chronicle" who returned in Moscow after the trial of the Vickers employees to study the Russian riddle.: [626, 183, 761, 257]
- headline-sporting: SPORTING.: [346, 760, 460, 782]
- ad-line: CORNER WHARF & CAMP STREETS.: [942, 443, 1091, 453]
- ad-line: ESTABLISHED 1836.: [62, 880, 148, 890]
- paragraph: At the end of the official year on March 31, the Government Statistician estimated the population of New Zealand proper, including Maoris, to be 1,536,994 (783,814 males and 753,170 females). The population of the Cook and Niue and other islands, estimated on December 31, 1932, was 15,547 (7941 males, 7606 females). On the Tokelau Islands, last estimated at August, 1931, the census was very evenly divided, the total of 1084 consisting of 538 males and 549 females. The population of the mandated territory of Western Samoa on December 31 last was estimated to be 46,640 (males 24,215 and females 22,835).: [626, 1304, 761, 1473]
- ad-line: MACKAY STREET, GREYMOUTH.: [949, 607, 1084, 617]
- byline: (Per Press Association— Copyright.): [196, 974, 317, 984]
- divider: [482, 497, 611, 500]
- paragraph: "The remit referring to political action, which was passed by an overwhelming majority at the last annual meeting of the Auckland R.S.A., will be dealt with by the delegates to the annual conference, which will be held shortly in Wellington, and until the purport of the remit receives majority support at that conference the association remains strictly non-party politically.": [626, 995, 761, 1100]
- byline: (Per Press Association—Copyright.): [197, 1201, 316, 1211]
- subheadline: Strange Duties.: [520, 992, 573, 1002]
- ad-title-south-british: SOUTH BRITISH INSURANCE COY., LTD.: [39, 1006, 171, 1055]
- paragraph: The policies of cricket are overshadowing the game itself at present.: [774, 454, 919, 475]
- paragraph: The following prisoners were sentenced:—: [339, 509, 467, 530]
